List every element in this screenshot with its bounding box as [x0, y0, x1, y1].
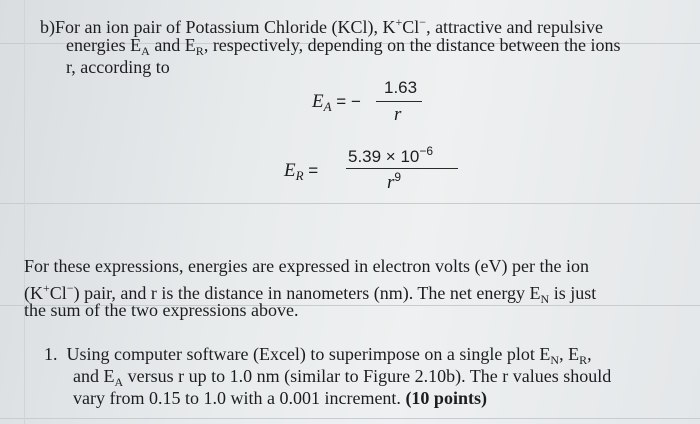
equation-a-lhs: $E_A$ = − — [312, 91, 361, 114]
part-b-line-1: b)For an ion pair of Potassium Chloride (KCl), K+Cl−, attractive and repulsive — [40, 15, 603, 37]
question-1-line-1: 1. Using computer software (Excel) to superimpose on a single plot $E_N$, $E_R$, — [44, 344, 592, 367]
part-b-line-2: energies $E_A$ and $E_R$, respectively, depending on the distance between the ions — [66, 35, 621, 58]
paper-rule — [0, 203, 700, 204]
equation-r-lhs: $E_R$ = — [284, 160, 319, 183]
part-b-line-3: r, according to — [66, 57, 170, 77]
explanation-line-1: For these expressions, energies are expressed in electron volts (eV) per the ion — [24, 256, 589, 276]
question-1-line-3: vary from 0.15 to 1.0 with a 0.001 increment. (10 points) — [73, 388, 487, 408]
question-1-line-2: and $E_A$ versus r up to 1.0 nm (similar to Figure 2.10b). The r values should — [73, 366, 612, 389]
part-label: b) — [40, 17, 55, 37]
margin-line — [24, 0, 25, 424]
explanation-line-2: (K+Cl−) pair, and r is the distance in nanometers (nm). The net energy $E_N$ is just — [24, 281, 597, 306]
equation-a-fraction-bar — [376, 101, 422, 102]
question-number: 1. — [44, 344, 58, 364]
paper-rule — [0, 418, 700, 419]
points-label: (10 points) — [405, 388, 487, 408]
equation-a-numerator: 1.63 — [384, 78, 418, 97]
equation-r-fraction-bar — [346, 168, 458, 169]
equation-a-denominator: r — [394, 104, 402, 125]
equation-r-denominator: $r^9$ — [387, 170, 402, 193]
explanation-line-3: the sum of the two expressions above. — [24, 300, 299, 320]
equation-r-numerator: $5.39 \times 10^{-6}$ — [348, 144, 434, 166]
